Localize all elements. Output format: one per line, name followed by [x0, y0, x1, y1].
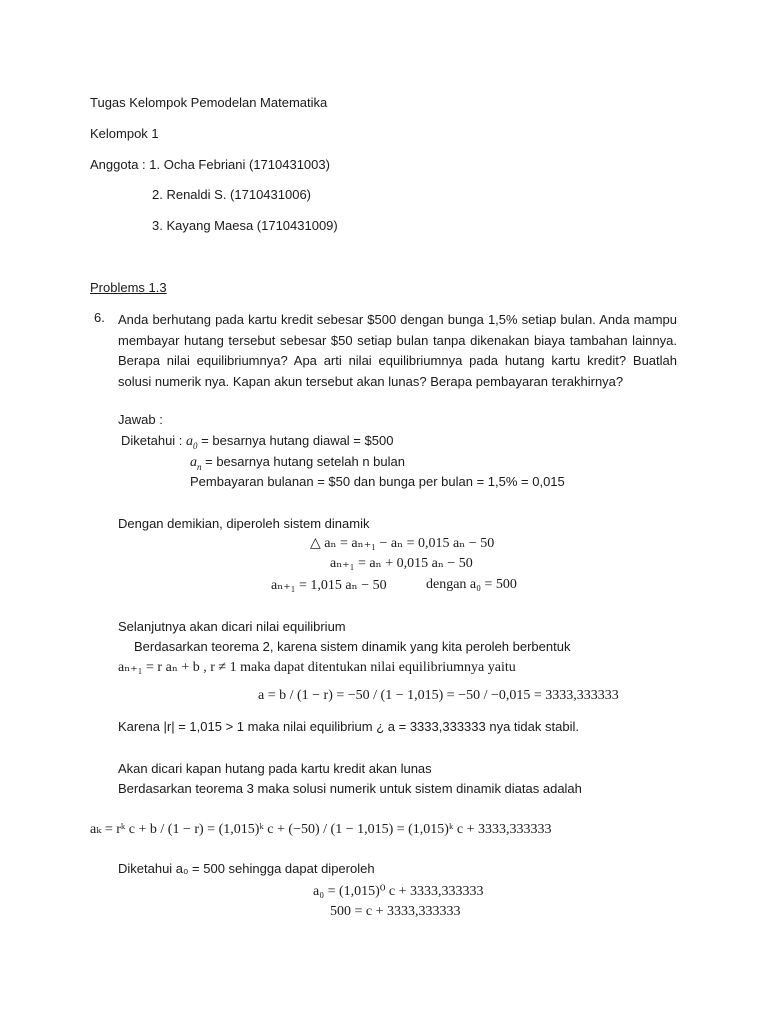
- group-name: Kelompok 1: [90, 126, 159, 141]
- an-symbol: $a_n$: [190, 455, 202, 472]
- section-heading: Problems 1.3: [90, 280, 167, 295]
- known-an: = besarnya hutang setelah n bulan: [205, 454, 405, 469]
- known-line-2: [190, 454, 405, 472]
- known-a0: = besarnya hutang diawal = $500: [201, 433, 394, 448]
- a0-symbol: $a_0$: [186, 434, 198, 451]
- members-label: Anggota :: [90, 157, 150, 172]
- member-1: 1. Ocha Febriani (1710431003): [149, 157, 330, 172]
- equation-500: 500 = c + 3333,333333: [330, 904, 461, 919]
- document-title: Tugas Kelompok Pemodelan Matematika: [90, 95, 328, 110]
- theorem2-text: Berdasarkan teorema 2, karena sistem dinamik yang kita peroleh berbentuk: [134, 639, 571, 654]
- member-3: 3. Kayang Maesa (1710431009): [152, 218, 338, 233]
- answer-label: Jawab :: [118, 412, 163, 427]
- dynamic-intro: Dengan demikian, diperoleh sistem dinamik: [118, 516, 370, 531]
- stability-statement: Karena |r| = 1,015 > 1 maka nilai equilibrium ¿ a = 3333,333333 nya tidak stabil.: [118, 719, 579, 734]
- problem-number: 6.: [94, 310, 105, 325]
- known-line-3: Pembayaran bulanan = $50 dan bunga per bulan = 1,5% = 0,015: [190, 474, 565, 489]
- equation-initial: dengan a₀ = 500: [426, 577, 517, 592]
- theorem2-form: aₙ₊₁ = r aₙ + b , r ≠ 1 maka dapat ditentukan nilai equilibriumnya yaitu: [118, 660, 516, 675]
- repay-intro: Akan dicari kapan hutang pada kartu kredit akan lunas: [118, 761, 432, 776]
- equation-a0: a₀ = (1,015)⁰ c + 3333,333333: [313, 884, 484, 899]
- equation-delta: △ aₙ = aₙ₊₁ − aₙ = 0,015 aₙ − 50: [310, 536, 495, 551]
- known-line-1: [121, 433, 393, 451]
- initial-condition: Diketahui a₀ = 500 sehingga dapat diperoleh: [118, 861, 375, 876]
- member-2: 2. Renaldi S. (1710431006): [152, 187, 312, 202]
- equation-simplified: aₙ₊₁ = 1,015 aₙ − 50: [271, 578, 387, 593]
- known-label: Diketahui :: [121, 433, 187, 448]
- equilibrium-intro: Selanjutnya akan dicari nilai equilibrium: [118, 619, 346, 634]
- members-line: [90, 157, 330, 172]
- problem-text: Anda berhutang pada kartu kredit sebesar $500 dengan bunga 1,5% setiap bulan. Anda mampu membayar hutang tersebut sebesar $50 setiap bulan tanpa dikenakan biaya tambahan lainnya. Berapa nilai equilibriumnya? Apa arti nilai equilibriumnya pada hutang kartu kredit? Buatlah solusi numerik nya. Kapan akun tersebut akan lunas? Berapa pembayaran terakhirnya?: [118, 312, 677, 389]
- theorem3-text: Berdasarkan teorema 3 maka solusi numerik untuk sistem dinamik diatas adalah: [118, 781, 582, 796]
- equilibrium-equation: a = b / (1 − r) = −50 / (1 − 1,015) = −50 / −0,015 = 3333,333333: [258, 688, 619, 703]
- equation-recurrence: aₙ₊₁ = aₙ + 0,015 aₙ − 50: [330, 556, 473, 571]
- general-solution: aₖ = rᵏ c + b / (1 − r) = (1,015)ᵏ c + (−50) / (1 − 1,015) = (1,015)ᵏ c + 3333,333333: [90, 822, 552, 837]
